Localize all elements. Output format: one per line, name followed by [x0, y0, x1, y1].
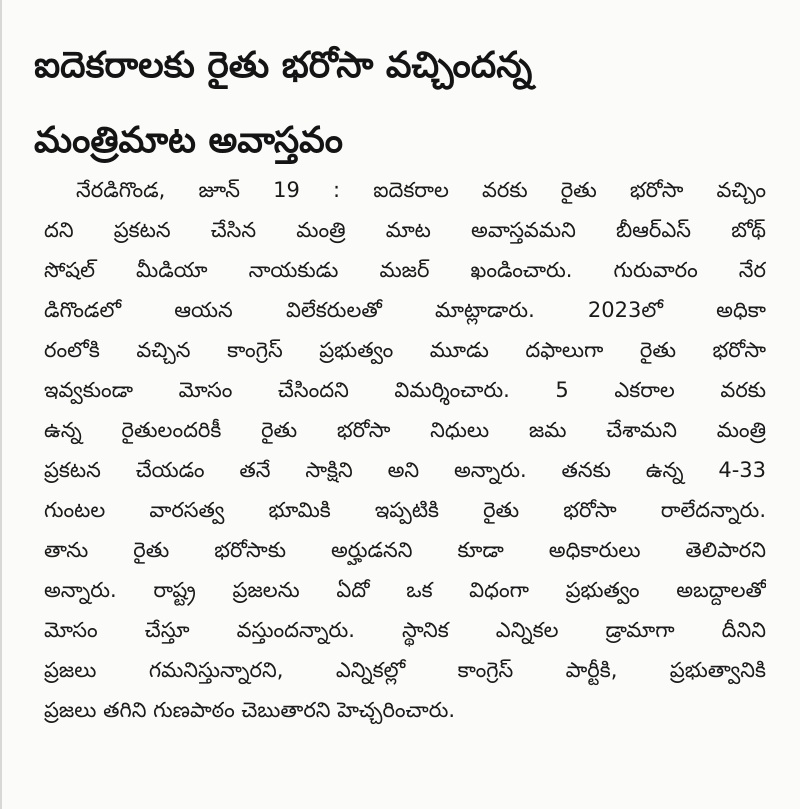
- body-line: దని ప్రకటన చేసిన మంత్రి మాట అవాస్తవమని బీఆర్ఎస్ బోథ్: [44, 218, 766, 242]
- body-line: సోషల్ మీడియా నాయకుడు మజర్ ఖండించారు. గురువారం నేర: [44, 258, 766, 282]
- body-line: తాను రైతు భరోసాకు అర్హుడనని కూడా అధికారులు తెలిపారని: [44, 538, 766, 562]
- body-line: అన్నారు. రాష్ట్ర ప్రజలను ఏదో ఒక విధంగా ప్రభుత్వం అబద్దాలతో: [44, 578, 766, 602]
- body-line: ఇవ్వకుండా మోసం చేసిందని విమర్శించారు. 5 ఎకరాల వరకు: [44, 378, 766, 402]
- body-line: ప్రజలు గమనిస్తున్నారని, ఎన్నికల్లో కాంగ్రెస్ పార్టీకి, ప్రభుత్వానికి: [44, 658, 766, 682]
- body-line: ప్రజలు తగిని గుణపాఠం చెబుతారని హెచ్చరించారు.: [44, 698, 456, 722]
- body-line: రంలోకి వచ్చిన కాంగ్రెస్ ప్రభుత్వం మూడు దఫాలుగా రైతు భరోసా: [44, 338, 766, 362]
- body-line: గుంటల వారసత్వ భూమికి ఇప్పటికి రైతు భరోసా రాలేదన్నారు.: [44, 498, 766, 522]
- headline-line-2: మంత్రిమాట అవాస్తవం: [34, 120, 343, 161]
- article-headline: [34, 28, 774, 178]
- body-line: మోసం చేస్తూ వస్తుందన్నారు. స్థానిక ఎన్నికల డ్రామాగా దీనిని: [44, 618, 766, 642]
- headline-line-1: ఐదెకరాలకు రైతు భరోసా వచ్చిందన్న: [34, 45, 533, 86]
- article-body: [44, 170, 766, 730]
- body-line: డిగొండలో ఆయన విలేకరులతో మాట్లాడారు. 2023లో అధికా: [44, 298, 766, 322]
- body-line: ప్రకటన చేయడం తనే సాక్షిని అని అన్నారు. తనకు ఉన్న 4-33: [44, 458, 766, 482]
- body-line: ఉన్న రైతులందరికీ రైతు భరోసా నిధులు జమ చేశామని మంత్రి: [44, 418, 766, 442]
- column-divider: [0, 0, 2, 809]
- body-line: నేరడిగొండ, జూన్ 19 : ఐదెకరాల వరకు రైతు భరోసా వచ్చిం: [76, 178, 766, 202]
